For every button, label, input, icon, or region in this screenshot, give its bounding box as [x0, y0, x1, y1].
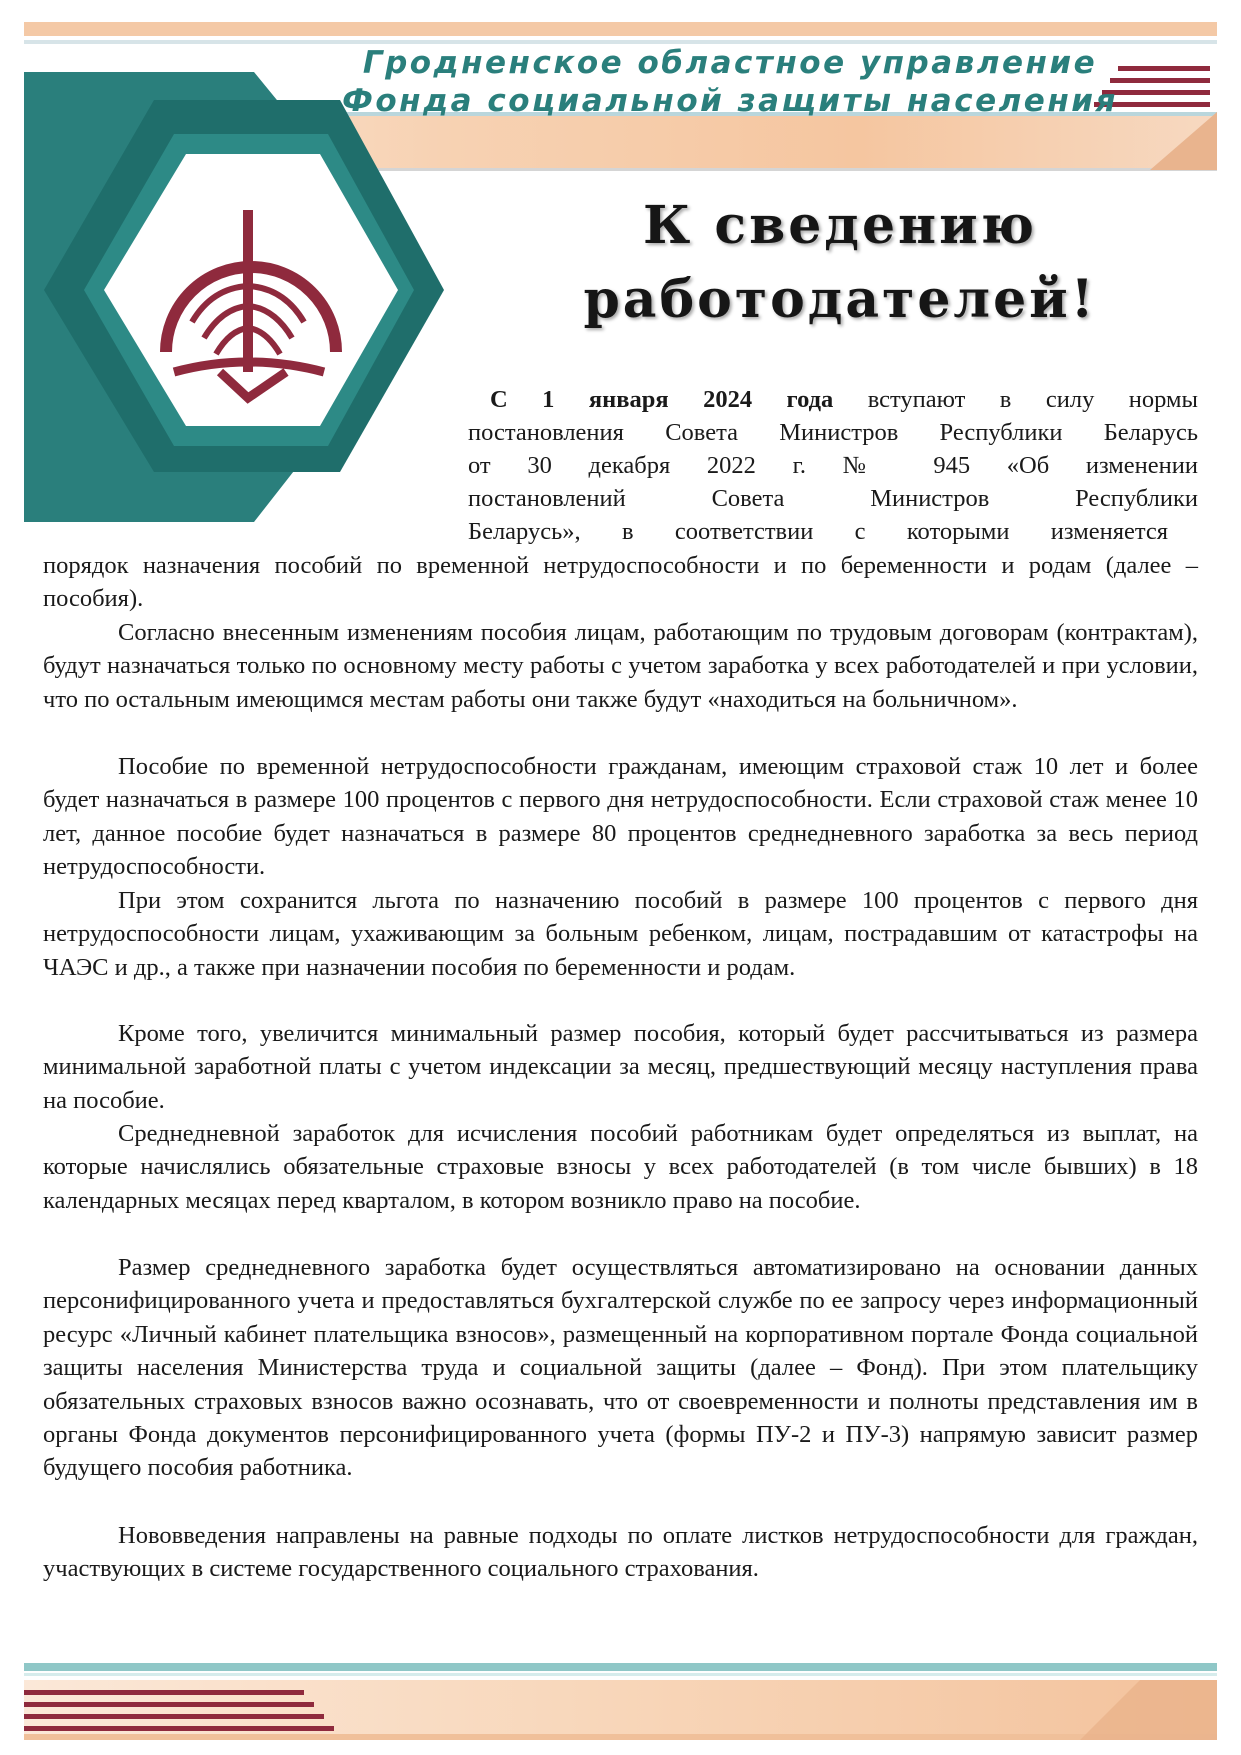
- paragraph-3: При этом сохранится льгота по назначению пособий в размере 100 процентов с первого дня нетрудоспособности лицам, ухаживающим за больным ребенком, лицам, пострадавшим от катастрофы на ЧАЭС и др., а также при назначении пособия по беременности и родам.: [43, 887, 1198, 981]
- intro-line2: постановления Совета Министров Республики Беларусь: [468, 419, 1198, 446]
- intro-line5: Беларусь», в соответствии с которыми изменяется: [468, 518, 1168, 545]
- paragraph-2: Пособие по временной нетрудоспособности гражданам, имеющим страховой стаж 10 лет и более будет назначаться в размере 100 процентов с первого дня нетрудоспособности. Если страховой стаж менее 10 лет, данное пособие будет назначаться в размере 80 процентов среднедневного заработка за весь период нетрудоспособности.: [43, 753, 1198, 881]
- heading-line2: работодателей!: [583, 269, 1097, 330]
- paragraph-1: Согласно внесенным изменениям пособия лицам, работающим по трудовым договорам (контрактам), будут назначаться только по основному месту работы с учетом заработка у всех работодателей и при условии, что по остальным имеющимся местам работы они также будут «находиться на больничном».: [43, 619, 1198, 713]
- intro-line4: постановлений Совета Министров Республики: [468, 485, 1198, 512]
- intro-line3: от 30 декабря 2022 г. № 945 «Об изменении: [468, 452, 1198, 479]
- paragraph-4: Кроме того, увеличится минимальный размер пособия, который будет рассчитываться из размера минимальной заработной платы с учетом индексации за месяц, предшествующий месяцу наступления права на пособие.: [43, 1020, 1198, 1114]
- header-band-top: [24, 22, 1217, 36]
- heading-line1: К сведению: [643, 195, 1037, 256]
- footer-band-bottom: [24, 1734, 1217, 1740]
- intro-line1-rest: вступают в силу нормы: [833, 386, 1198, 413]
- org-title-line2: Фонда социальной защиты населения: [342, 83, 1118, 119]
- intro-lead: С 1 января 2024 года: [490, 386, 834, 413]
- paragraph-0: порядок назначения пособий по временной нетрудоспособности и по беременности и родам (далее – пособия).: [43, 552, 1198, 613]
- paragraph-7: Нововведения направлены на равные подходы по оплате листков нетрудоспособности для граждан, участвующих в системе государственного социального страхования.: [43, 1522, 1198, 1583]
- org-title-line1: Гродненское областное управление: [362, 45, 1098, 81]
- footer-line: [24, 1673, 1217, 1676]
- footer-corner-shape: [1080, 1680, 1217, 1740]
- paragraph-5: Среднедневной заработок для исчисления пособий работникам будет определяться из выплат, на которые начислялись обязательные страховые взносы у всех работодателей (в том числе бывших) в 18 календарных месяцах перед кварталом, в котором возникло право на пособие.: [43, 1120, 1198, 1214]
- footer-band-teal: [24, 1663, 1217, 1671]
- header-corner-shape: [1130, 112, 1217, 170]
- intro-line1: [468, 383, 1198, 416]
- logo-hexagon: [24, 72, 444, 522]
- paragraph-6: Размер среднедневного заработка будет осуществляться автоматизировано на основании данных персонифицированного учета и предоставляться бухгалтерской службе по ее запросу через информационный ресурс «Личный кабинет плательщика взносов», размещенный на корпоративном портале Фонда социальной защиты населения Министерства труда и социальной защиты (далее – Фонд). При этом плательщику обязательных страховых взносов важно осознавать, что от своевременности и полноты представления им в органы Фонда документов персонифицированного учета (формы ПУ-2 и ПУ-3) напрямую зависит размер будущего пособия работника.: [43, 1254, 1198, 1482]
